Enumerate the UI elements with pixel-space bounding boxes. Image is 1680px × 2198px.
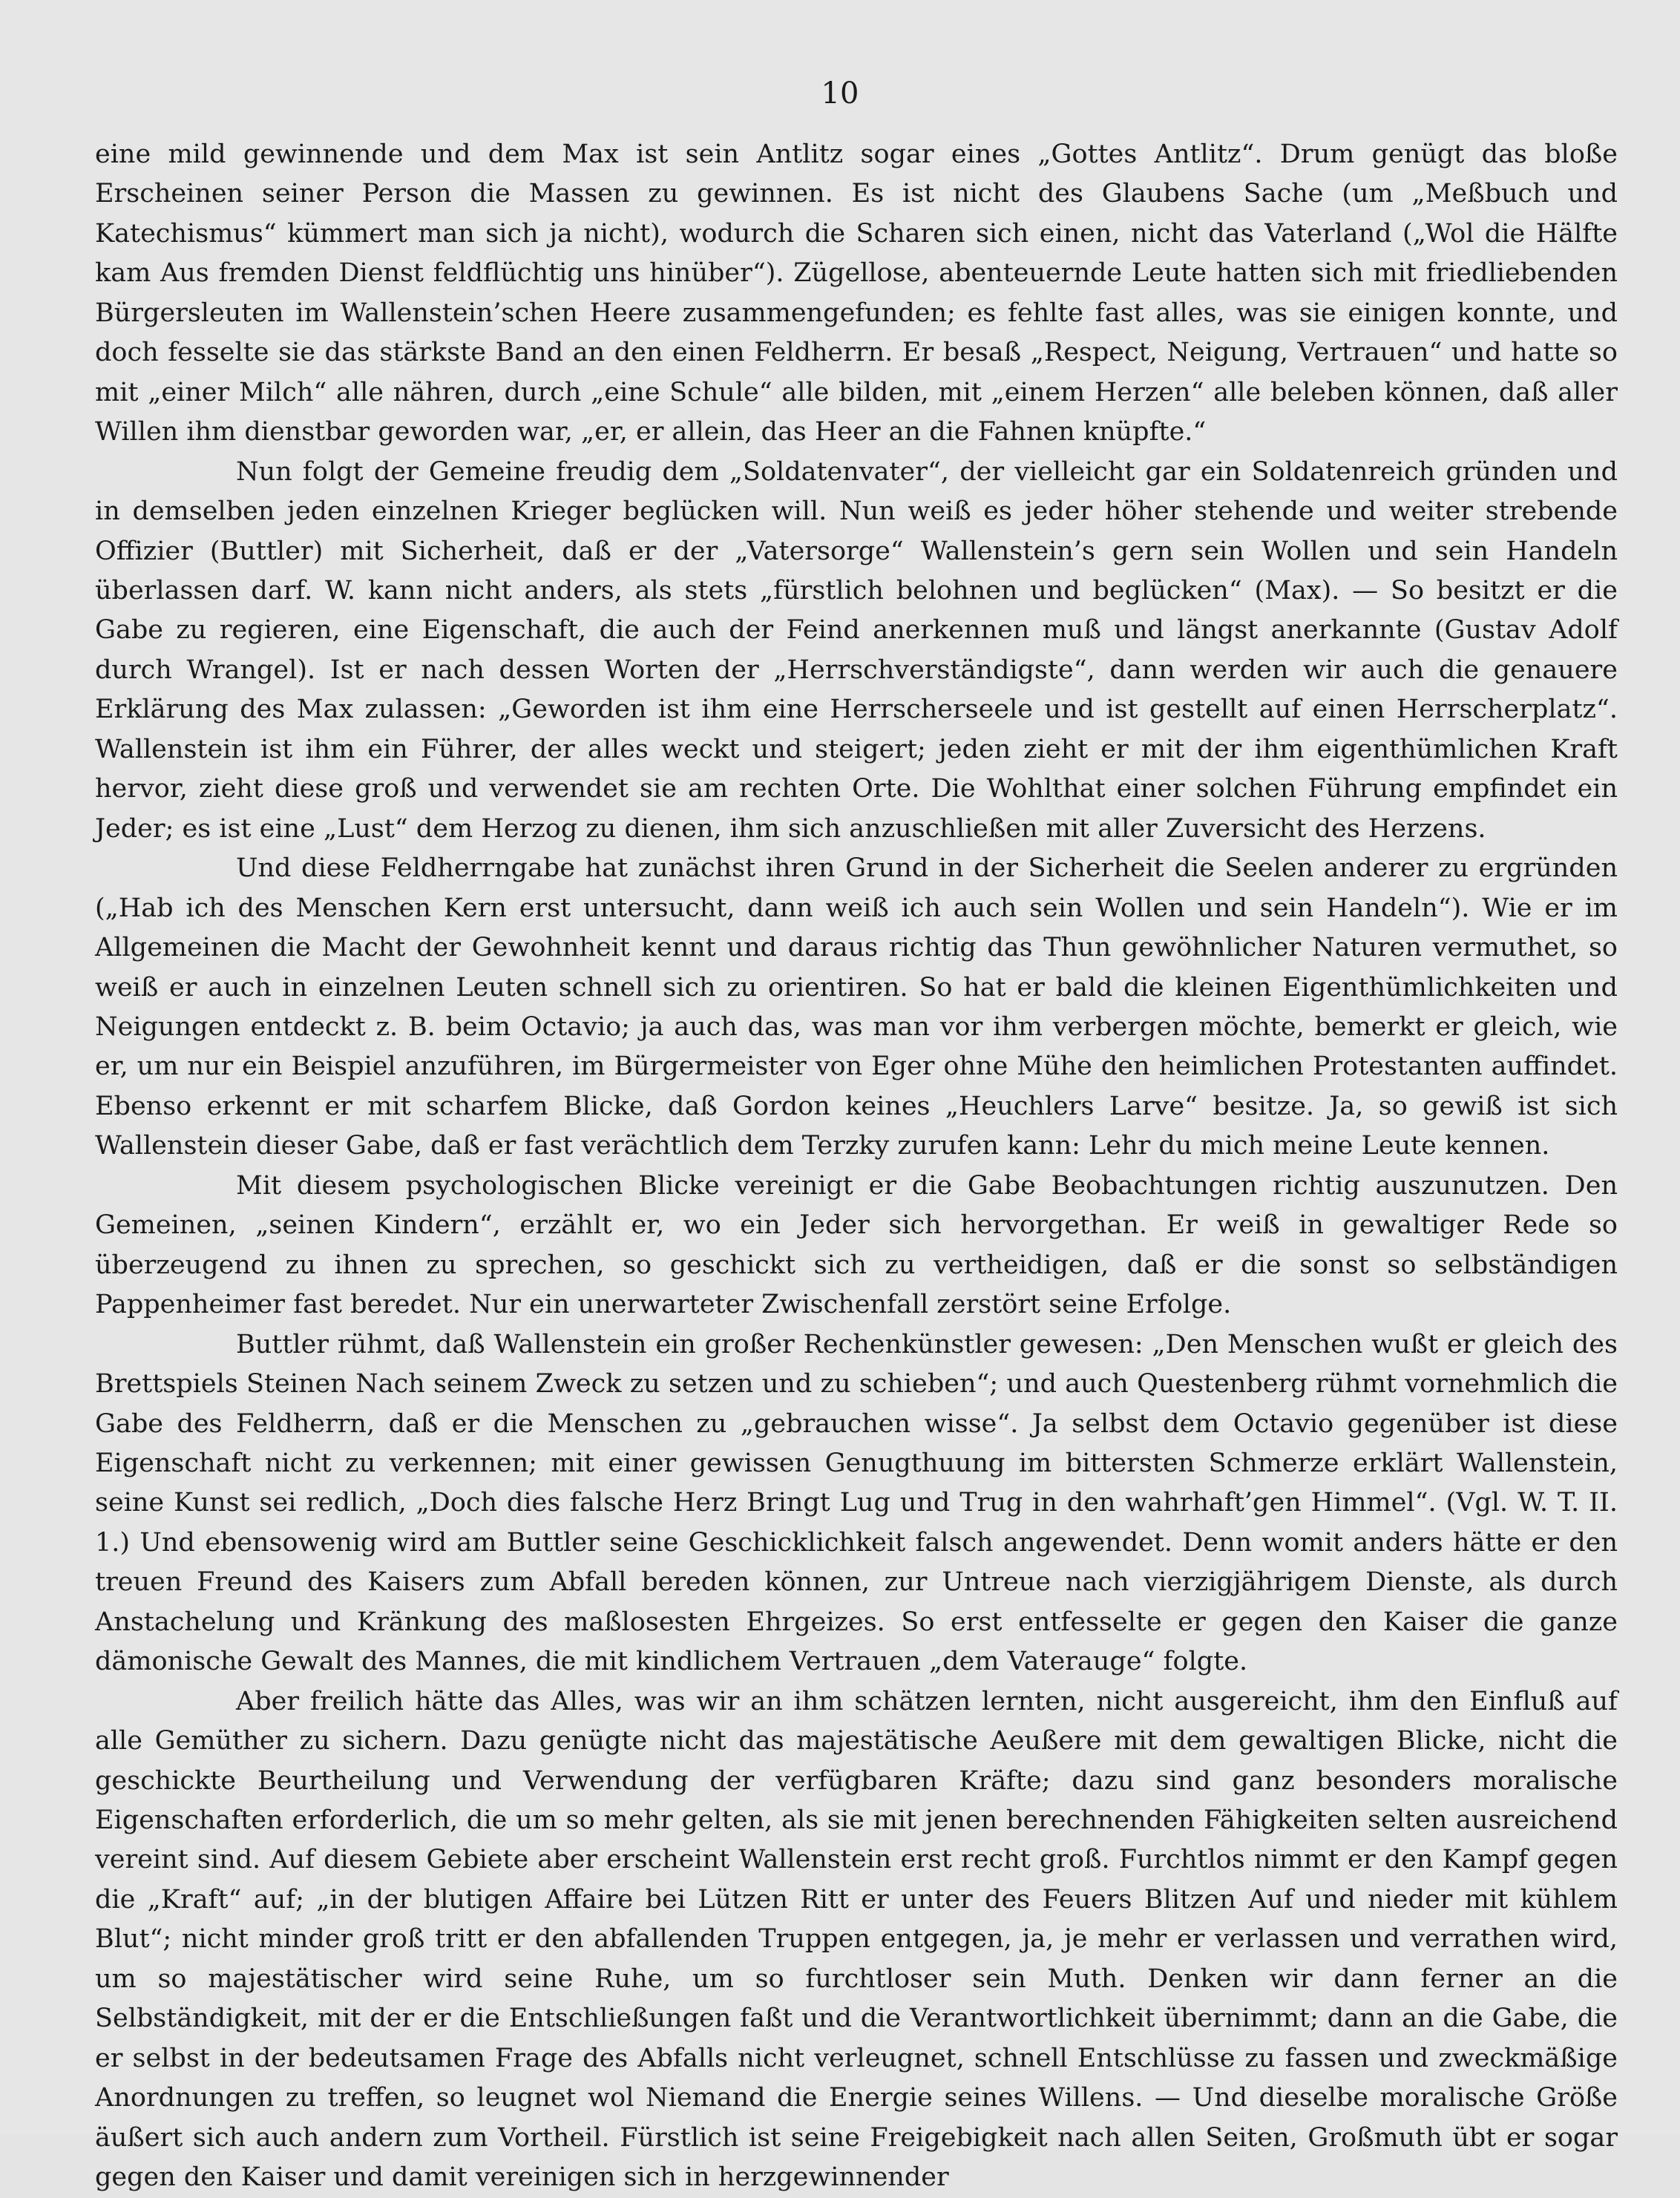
paragraph-continuation: eine mild gewinnende und dem Max ist sein Antlitz sogar eines „Gottes Antlitz“. Drum genügt das bloße Erscheinen seiner Person die Massen zu gewinnen. Es ist nicht des Glaubens Sache (um „Meßbuch und Katechismus“ kümmert man sich ja nicht), wodurch die Scharen sich einen, nicht das Vaterland („Wol die Hälfte kam Aus fremden Dienst feldflüchtig uns hinüber“). Zügellose, abenteuernde Leute hatten sich mit friedliebenden Bürgersleuten im Wallenstein’schen Heere zusammengefunden; es fehlte fast alles, was sie einigen konnte, und doch fesselte sie das stärkste Band an den einen Feldherrn. Er besaß „Respect, Neigung, Vertrauen“ und hatte so mit „einer Milch“ alle nähren, durch „eine Schule“ alle bilden, mit „einem Herzen“ alle beleben können, daß aller Willen ihm dienstbar geworden war, „er, er allein, das Heer an die Fahnen knüpfte.“	[95, 140, 1618, 447]
paragraph: Und diese Feldherrngabe hat zunächst ihren Grund in der Sicherheit die Seelen anderer zu ergründen („Hab ich des Menschen Kern erst untersucht, dann weiß ich auch sein Wollen und sein Handeln“). Wie er im Allgemeinen die Macht der Gewohnheit kennt und daraus richtig das Thun gewöhnlicher Naturen vermuthet, so weiß er auch in einzelnen Leuten schnell sich zu orientiren. So hat er bald die kleinen Eigenthümlichkeiten und Neigungen entdeckt z. B. beim Octavio; ja auch das, was man vor ihm verbergen möchte, bemerkt er gleich, wie er, um nur ein Beispiel anzuführen, im Bürgermeister von Eger ohne Mühe den heimlichen Protestanten auffindet. Ebenso erkennt er mit scharfem Blicke, daß Gordon keines „Heuchlers Larve“ besitze. Ja, so gewiß ist sich Wallenstein dieser Gabe, daß er fast verächtlich dem Terzky zurufen kann: Lehr du mich meine Leute kennen.	[95, 853, 1618, 1161]
paragraph: Mit diesem psychologischen Blicke vereinigt er die Gabe Beobachtungen richtig auszunutzen. Den Gemeinen, „seinen Kindern“, erzählt er, wo ein Jeder sich hervorgethan. Er weiß in gewaltiger Rede so überzeugend zu ihnen zu sprechen, so geschickt sich zu vertheidigen, daß er die sonst so selbständigen Pappenheimer fast beredet. Nur ein unerwarteter Zwischenfall zerstört seine Erfolge.	[95, 1170, 1618, 1320]
paragraph: Buttler rühmt, daß Wallenstein ein großer Rechenkünstler gewesen: „Den Menschen wußt er gleich des Brettspiels Steinen Nach seinem Zweck zu setzen und zu schieben“; und auch Questenberg rühmt vornehmlich die Gabe des Feldherrn, daß er die Menschen zu „gebrauchen wisse“. Ja selbst dem Octavio gegenüber ist diese Eigenschaft nicht zu verkennen; mit einer gewissen Genugthuung im bittersten Schmerze erklärt Wallenstein, seine Kunst sei redlich, „Doch dies falsche Herz Bringt Lug und Trug in den wahrhaft’gen Himmel“. (Vgl. W. T. II. 1.) Und ebensowenig wird am Buttler seine Geschicklichkeit falsch angewendet. Denn womit anders hätte er den treuen Freund des Kaisers zum Abfall bereden können, zur Untreue nach vierzigjährigem Dienste, als durch Anstachelung und Kränkung des maßlosesten Ehrgeizes. So erst entfesselte er gegen den Kaiser die ganze dämonische Gewalt des Mannes, die mit kindlichem Vertrauen „dem Vaterauge“ folgte.	[95, 1329, 1618, 1677]
paragraph: Aber freilich hätte das Alles, was wir an ihm schätzen lernten, nicht ausgereicht, ihm den Einfluß auf alle Gemüther zu sichern. Dazu genügte nicht das majestätische Aeußere mit dem gewaltigen Blicke, nicht die geschickte Beurtheilung und Verwendung der verfügbaren Kräfte; dazu sind ganz besonders moralische Eigenschaften erforderlich, die um so mehr gelten, als sie mit jenen berechnenden Fähigkeiten selten ausreichend vereint sind. Auf diesem Gebiete aber erscheint Wallenstein erst recht groß. Furchtlos nimmt er den Kampf gegen die „Kraft“ auf; „in der blutigen Affaire bei Lützen Ritt er unter des Feuers Blitzen Auf und nieder mit kühlem Blut“; nicht minder groß tritt er den abfallenden Truppen entgegen, ja, je mehr er verlassen und verrathen wird, um so majestätischer wird seine Ruhe, um so furchtloser sein Muth. Denken wir dann ferner an die Selbständigkeit, mit der er die Entschließungen faßt und die Verantwortlichkeit übernimmt; dann an die Gabe, die er selbst in der bedeutsamen Frage des Abfalls nicht verleugnet, schnell Entschlüsse zu fassen und zweckmäßige Anordnungen zu treffen, so leugnet wol Niemand die Energie seines Willens. — Und dieselbe moralische Größe äußert sich auch andern zum Vortheil. Fürstlich ist seine Freigebigkeit nach allen Seiten, Großmuth übt er sogar gegen den Kaiser und damit vereinigen sich in herzgewinnender	[95, 1686, 1618, 2193]
page-number: 10	[821, 76, 859, 111]
body-text	[95, 135, 1618, 2198]
paragraph: Nun folgt der Gemeine freudig dem „Soldatenvater“, der vielleicht gar ein Soldatenreich gründen und in demselben jeden einzelnen Krieger beglücken will. Nun weiß es jeder höher stehende und weiter strebende Offizier (Buttler) mit Sicherheit, daß er der „Vatersorge“ Wallenstein’s gern sein Wollen und sein Handeln überlassen darf. W. kann nicht anders, als stets „fürstlich belohnen und beglücken“ (Max). — So besitzt er die Gabe zu regieren, eine Eigenschaft, die auch der Feind anerkennen muß und längst anerkannte (Gustav Adolf durch Wrangel). Ist er nach dessen Worten der „Herrschverständigste“, dann werden wir auch die genauere Erklärung des Max zulassen: „Geworden ist ihm eine Herrscherseele und ist gestellt auf einen Herrscherplatz“. Wallenstein ist ihm ein Führer, der alles weckt und steigert; jeden zieht er mit der ihm eigenthümlichen Kraft hervor, zieht diese groß und verwendet sie am rechten Orte. Die Wohlthat einer solchen Führung empfindet ein Jeder; es ist eine „Lust“ dem Herzog zu dienen, ihm sich anzuschließen mit aller Zuversicht des Herzens.	[95, 456, 1618, 844]
